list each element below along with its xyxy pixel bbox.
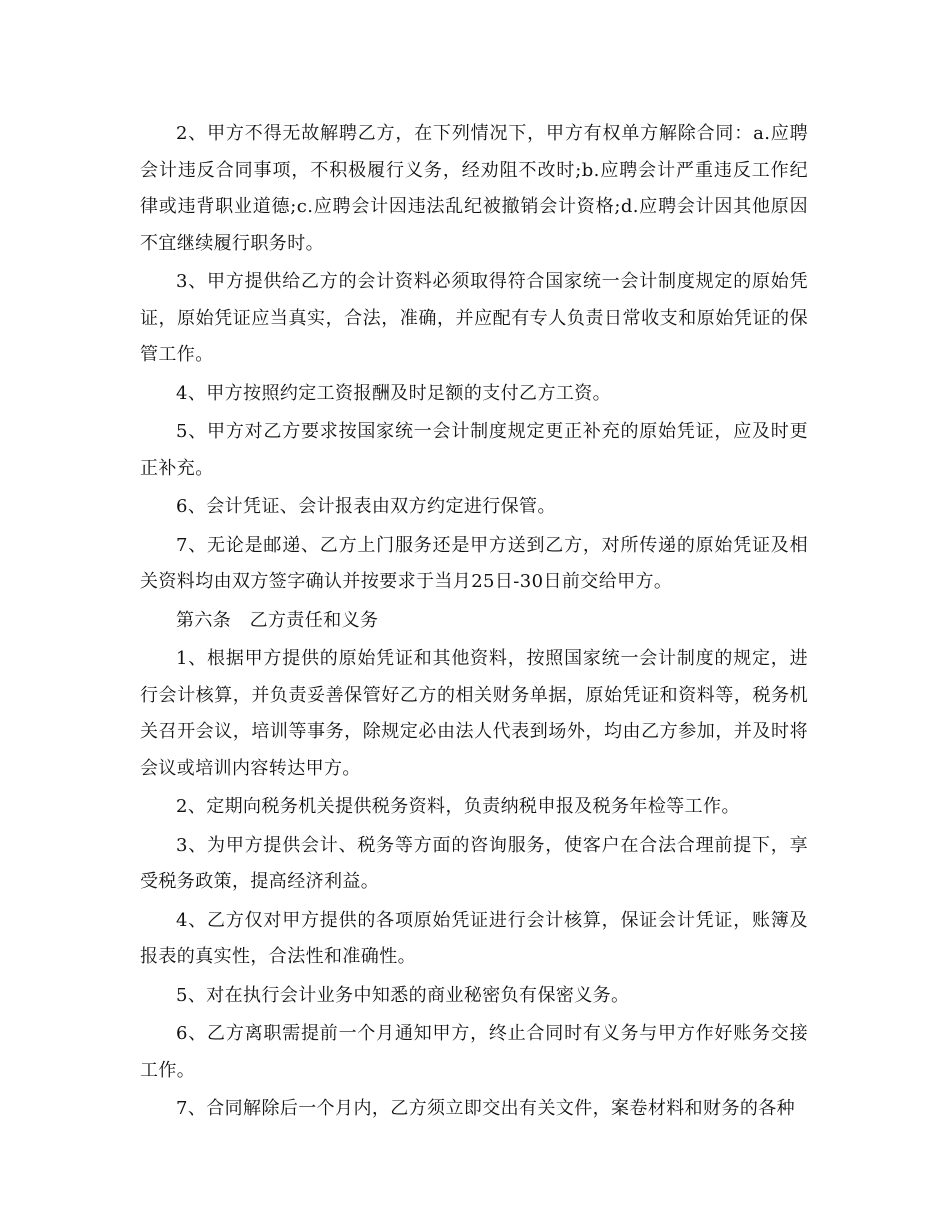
paragraph-document-transfer: 7、无论是邮递、乙方上门服务还是甲方送到乙方，对所传递的原始凭证及相关资料均由双方签字确认并按要求于当月25日-30日前交给甲方。 xyxy=(140,534,808,592)
paragraph-tax-filing: 2、定期向税务机关提供税务资料，负责纳税申报及税务年检等工作。 xyxy=(176,796,740,817)
paragraph-salary-payment: 4、甲方按照约定工资报酬及时足额的支付乙方工资。 xyxy=(176,382,612,404)
document-body xyxy=(140,116,808,1130)
paragraph-accounting-duties: 1、根据甲方提供的原始凭证和其他资料，按照国家统一会计制度的规定，进行会计核算，并负责妥善保管好乙方的相关财务单据，原始凭证和资料等，税务机关召开会议，培训等事务，除规定必由法人代表到场外，均由乙方参加，并及时将会议或培训内容转达甲方。 xyxy=(140,648,808,779)
paragraph-record-keeping: 6、会计凭证、会计报表由双方约定进行保管。 xyxy=(176,496,556,517)
paragraph-original-vouchers: 3、甲方提供给乙方的会计资料必须取得符合国家统一会计制度规定的原始凭证，原始凭证应当真实，合法，准确，并应配有专人负责日常收支和原始凭证的保管工作。 xyxy=(140,271,808,365)
section-heading-article-6: 第六条 乙方责任和义务 xyxy=(176,609,379,631)
paragraph-accuracy-guarantee: 4、乙方仅对甲方提供的各项原始凭证进行会计核算，保证会计凭证，账簿及报表的真实性，合法性和准确性。 xyxy=(140,909,808,967)
paragraph-confidentiality: 5、对在执行会计业务中知悉的商业秘密负有保密义务。 xyxy=(176,984,630,1006)
paragraph-party-a-termination: 2、甲方不得无故解聘乙方，在下列情况下，甲方有权单方解除合同：a.应聘会计违反合同事项，不积极履行义务，经劝阻不改时;b.应聘会计严重违反工作纪律或违背职业道德;c.应聘会计因违法乱纪被撤销会计资格;d.应聘会计因其他原因不宜继续履行职务时。 xyxy=(140,123,808,254)
paragraph-resignation-notice: 6、乙方离职需提前一个月通知甲方，终止合同时有义务与甲方作好账务交接工作。 xyxy=(140,1023,808,1081)
paragraph-handover-after-termination: 7、合同解除后一个月内，乙方须立即交出有关文件，案卷材料和财务的各种 xyxy=(176,1098,796,1119)
paragraph-consulting-service: 3、为甲方提供会计、税务等方面的咨询服务，使客户在合法合理前提下，享受税务政策，提高经济利益。 xyxy=(140,834,808,892)
paragraph-voucher-correction: 5、甲方对乙方要求按国家统一会计制度规定更正补充的原始凭证，应及时更正补充。 xyxy=(140,421,808,479)
